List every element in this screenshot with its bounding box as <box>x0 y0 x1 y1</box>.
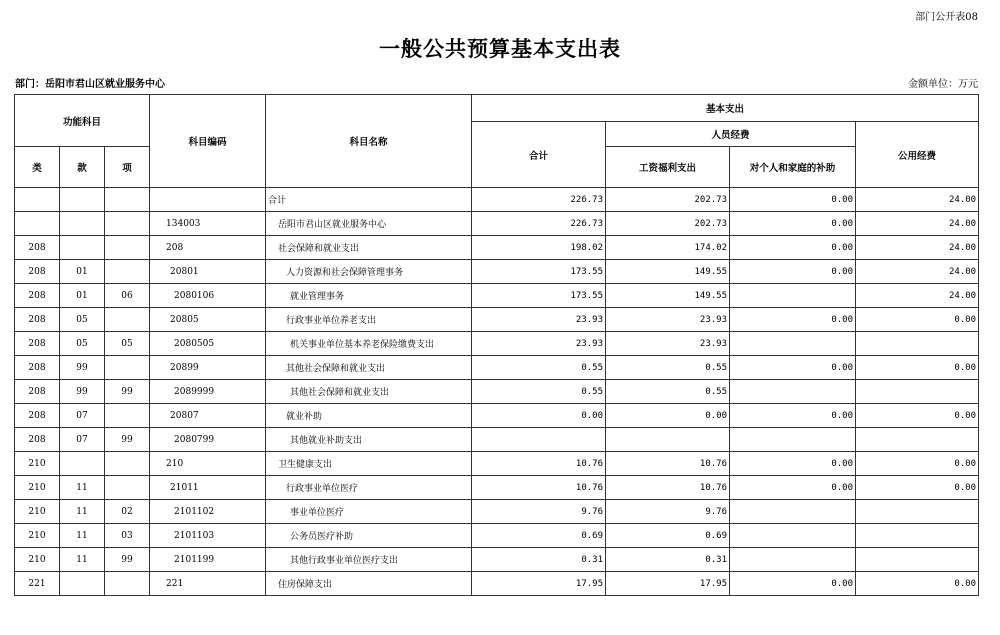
table-row <box>15 332 979 356</box>
cell-code: 2080505 <box>150 332 266 356</box>
cell-code: 20805 <box>150 308 266 332</box>
cell-total: 0.31 <box>472 548 606 572</box>
cell-kuan: 11 <box>60 476 105 500</box>
cell-name: 人力资源和社会保障管理事务 <box>266 260 472 284</box>
cell-xiang <box>105 404 150 428</box>
cell-public: 0.00 <box>856 572 979 596</box>
cell-salary: 0.31 <box>606 548 730 572</box>
cell-code: 208 <box>150 236 266 260</box>
cell-total: 23.93 <box>472 332 606 356</box>
unit-label: 金额单位：万元 <box>908 79 978 90</box>
cell-code <box>150 188 266 212</box>
cell-kuan: 11 <box>60 548 105 572</box>
cell-xiang: 99 <box>105 548 150 572</box>
budget-table <box>14 94 979 596</box>
cell-salary: 0.55 <box>606 356 730 380</box>
cell-code: 134003 <box>150 212 266 236</box>
header-salary: 工资福利支出 <box>606 147 730 188</box>
cell-kuan <box>60 452 105 476</box>
cell-total: 226.73 <box>472 212 606 236</box>
cell-total: 198.02 <box>472 236 606 260</box>
cell-salary: 202.73 <box>606 188 730 212</box>
cell-lei: 210 <box>15 452 60 476</box>
cell-xiang: 03 <box>105 524 150 548</box>
table-row <box>15 212 979 236</box>
cell-name: 就业管理事务 <box>266 284 472 308</box>
header-basic: 基本支出 <box>472 95 979 122</box>
cell-public: 0.00 <box>856 308 979 332</box>
cell-code: 20899 <box>150 356 266 380</box>
cell-total: 23.93 <box>472 308 606 332</box>
cell-xiang: 05 <box>105 332 150 356</box>
table-row <box>15 404 979 428</box>
cell-lei: 210 <box>15 524 60 548</box>
cell-xiang: 99 <box>105 380 150 404</box>
cell-lei: 208 <box>15 284 60 308</box>
cell-salary <box>606 428 730 452</box>
cell-subsidy: 0.00 <box>730 236 856 260</box>
header-subsidy: 对个人和家庭的补助 <box>730 147 856 188</box>
cell-kuan: 11 <box>60 524 105 548</box>
cell-xiang: 06 <box>105 284 150 308</box>
cell-name: 合计 <box>266 188 472 212</box>
cell-public <box>856 380 979 404</box>
cell-lei: 210 <box>15 500 60 524</box>
cell-kuan: 01 <box>60 284 105 308</box>
cell-public: 0.00 <box>856 452 979 476</box>
cell-total: 0.55 <box>472 380 606 404</box>
table-row <box>15 260 979 284</box>
cell-public <box>856 524 979 548</box>
cell-lei <box>15 188 60 212</box>
cell-public: 24.00 <box>856 236 979 260</box>
cell-code: 2080799 <box>150 428 266 452</box>
cell-kuan <box>60 212 105 236</box>
cell-subsidy <box>730 380 856 404</box>
cell-kuan <box>60 188 105 212</box>
table-row <box>15 524 979 548</box>
cell-public <box>856 332 979 356</box>
cell-xiang <box>105 212 150 236</box>
table-row <box>15 500 979 524</box>
cell-subsidy: 0.00 <box>730 404 856 428</box>
cell-name: 行政事业单位医疗 <box>266 476 472 500</box>
cell-kuan: 07 <box>60 428 105 452</box>
cell-name: 社会保障和就业支出 <box>266 236 472 260</box>
cell-lei: 208 <box>15 404 60 428</box>
header-code: 科目编码 <box>150 95 266 188</box>
cell-public: 24.00 <box>856 284 979 308</box>
table-row <box>15 548 979 572</box>
header-kuan: 款 <box>60 147 105 188</box>
cell-public: 24.00 <box>856 212 979 236</box>
cell-kuan: 99 <box>60 380 105 404</box>
cell-name: 行政事业单位养老支出 <box>266 308 472 332</box>
cell-salary: 202.73 <box>606 212 730 236</box>
cell-subsidy <box>730 548 856 572</box>
table-row <box>15 284 979 308</box>
cell-kuan <box>60 572 105 596</box>
cell-subsidy: 0.00 <box>730 572 856 596</box>
cell-lei: 208 <box>15 308 60 332</box>
cell-kuan: 05 <box>60 332 105 356</box>
cell-xiang: 02 <box>105 500 150 524</box>
cell-lei: 208 <box>15 332 60 356</box>
cell-salary: 17.95 <box>606 572 730 596</box>
header-total: 合计 <box>472 122 606 188</box>
cell-public: 24.00 <box>856 260 979 284</box>
cell-xiang <box>105 356 150 380</box>
cell-name: 就业补助 <box>266 404 472 428</box>
cell-salary: 10.76 <box>606 452 730 476</box>
cell-subsidy: 0.00 <box>730 188 856 212</box>
cell-code: 21011 <box>150 476 266 500</box>
form-number: 部门公开表08 <box>915 12 978 23</box>
cell-subsidy <box>730 500 856 524</box>
cell-salary: 174.02 <box>606 236 730 260</box>
cell-xiang <box>105 236 150 260</box>
cell-total: 226.73 <box>472 188 606 212</box>
cell-kuan: 01 <box>60 260 105 284</box>
cell-name: 岳阳市君山区就业服务中心 <box>266 212 472 236</box>
cell-name: 公务员医疗补助 <box>266 524 472 548</box>
cell-total: 9.76 <box>472 500 606 524</box>
cell-subsidy <box>730 524 856 548</box>
cell-subsidy: 0.00 <box>730 212 856 236</box>
cell-kuan: 07 <box>60 404 105 428</box>
cell-xiang <box>105 452 150 476</box>
department-label: 部门：岳阳市君山区就业服务中心 <box>15 79 165 90</box>
cell-kuan: 05 <box>60 308 105 332</box>
cell-name: 机关事业单位基本养老保险缴费支出 <box>266 332 472 356</box>
cell-public <box>856 548 979 572</box>
header-public: 公用经费 <box>856 122 979 188</box>
cell-total: 0.00 <box>472 404 606 428</box>
cell-total: 17.95 <box>472 572 606 596</box>
cell-code: 221 <box>150 572 266 596</box>
table-row <box>15 380 979 404</box>
cell-public: 0.00 <box>856 476 979 500</box>
cell-code: 2101199 <box>150 548 266 572</box>
table-row <box>15 188 979 212</box>
cell-kuan: 99 <box>60 356 105 380</box>
cell-salary: 9.76 <box>606 500 730 524</box>
cell-xiang: 99 <box>105 428 150 452</box>
cell-public: 0.00 <box>856 404 979 428</box>
cell-public: 0.00 <box>856 356 979 380</box>
header-func-subject: 功能科目 <box>15 95 150 147</box>
cell-kuan: 11 <box>60 500 105 524</box>
cell-name: 其他就业补助支出 <box>266 428 472 452</box>
cell-xiang <box>105 476 150 500</box>
table-row <box>15 308 979 332</box>
cell-code: 20807 <box>150 404 266 428</box>
cell-total: 0.55 <box>472 356 606 380</box>
cell-code: 2089999 <box>150 380 266 404</box>
cell-lei: 208 <box>15 428 60 452</box>
cell-salary: 149.55 <box>606 260 730 284</box>
cell-total: 173.55 <box>472 260 606 284</box>
cell-lei: 208 <box>15 380 60 404</box>
cell-salary: 10.76 <box>606 476 730 500</box>
cell-salary: 0.69 <box>606 524 730 548</box>
cell-subsidy <box>730 332 856 356</box>
cell-salary: 23.93 <box>606 332 730 356</box>
cell-public <box>856 500 979 524</box>
cell-lei: 210 <box>15 548 60 572</box>
cell-code: 20801 <box>150 260 266 284</box>
cell-code: 2101102 <box>150 500 266 524</box>
table-row <box>15 452 979 476</box>
cell-lei: 208 <box>15 356 60 380</box>
header-xiang: 项 <box>105 147 150 188</box>
cell-subsidy: 0.00 <box>730 356 856 380</box>
cell-code: 2101103 <box>150 524 266 548</box>
cell-name: 卫生健康支出 <box>266 452 472 476</box>
cell-xiang <box>105 260 150 284</box>
cell-kuan <box>60 236 105 260</box>
cell-lei: 208 <box>15 260 60 284</box>
cell-total: 10.76 <box>472 452 606 476</box>
cell-xiang <box>105 188 150 212</box>
table-row <box>15 236 979 260</box>
cell-name: 其他行政事业单位医疗支出 <box>266 548 472 572</box>
page-title: 一般公共预算基本支出表 <box>379 37 621 61</box>
cell-code: 2080106 <box>150 284 266 308</box>
cell-total <box>472 428 606 452</box>
cell-total: 173.55 <box>472 284 606 308</box>
cell-name: 事业单位医疗 <box>266 500 472 524</box>
cell-name: 住房保障支出 <box>266 572 472 596</box>
header-personnel: 人员经费 <box>606 122 856 147</box>
cell-code: 210 <box>150 452 266 476</box>
cell-salary: 0.55 <box>606 380 730 404</box>
table-row <box>15 476 979 500</box>
cell-lei: 208 <box>15 236 60 260</box>
cell-lei <box>15 212 60 236</box>
cell-subsidy: 0.00 <box>730 308 856 332</box>
cell-salary: 0.00 <box>606 404 730 428</box>
cell-subsidy <box>730 428 856 452</box>
header-name: 科目名称 <box>266 95 472 188</box>
cell-total: 0.69 <box>472 524 606 548</box>
cell-public: 24.00 <box>856 188 979 212</box>
cell-total: 10.76 <box>472 476 606 500</box>
cell-name: 其他社会保障和就业支出 <box>266 380 472 404</box>
table-row <box>15 572 979 596</box>
cell-salary: 149.55 <box>606 284 730 308</box>
table-row <box>15 428 979 452</box>
cell-lei: 210 <box>15 476 60 500</box>
cell-name: 其他社会保障和就业支出 <box>266 356 472 380</box>
cell-subsidy: 0.00 <box>730 476 856 500</box>
cell-lei: 221 <box>15 572 60 596</box>
header-lei: 类 <box>15 147 60 188</box>
table-row <box>15 356 979 380</box>
cell-subsidy: 0.00 <box>730 260 856 284</box>
cell-subsidy: 0.00 <box>730 452 856 476</box>
cell-xiang <box>105 308 150 332</box>
cell-xiang <box>105 572 150 596</box>
cell-public <box>856 428 979 452</box>
cell-subsidy <box>730 284 856 308</box>
cell-salary: 23.93 <box>606 308 730 332</box>
